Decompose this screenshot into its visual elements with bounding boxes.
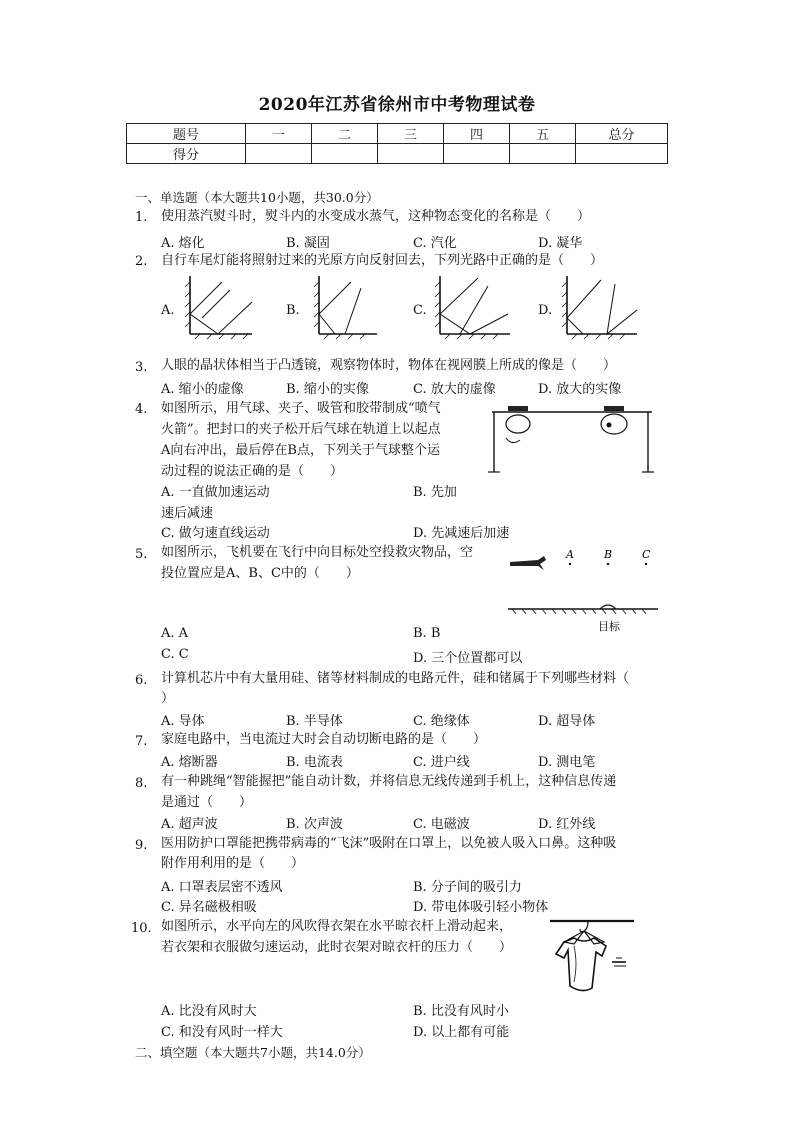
option-b[interactable]: B. 电流表 <box>286 755 343 770</box>
question-text: 是通过（ ） <box>161 795 253 810</box>
option-d[interactable]: D. 三个位置都可以 <box>413 651 523 666</box>
option-a[interactable]: A. 一直做加速运动 <box>161 485 270 500</box>
question-text: ） <box>161 691 175 706</box>
question-text: 如图所示，飞机要在飞行中向目标处空投救灾物品，空 <box>161 545 474 560</box>
option-d[interactable]: D. 红外线 <box>538 817 596 832</box>
question-text: 动过程的说法正确的是（ ） <box>161 464 344 479</box>
light-path-figure-c <box>430 274 515 340</box>
option-c[interactable]: C. 放大的虚像 <box>413 382 496 397</box>
clothes-hanger-figure <box>550 916 640 1006</box>
score-header-cell: 三 <box>378 124 444 144</box>
option-d[interactable]: D. 测电笔 <box>538 755 596 770</box>
score-header-cell: 总分 <box>576 124 668 144</box>
score-header-cell: 二 <box>312 124 378 144</box>
fig-label-c: C <box>642 548 651 561</box>
question-text: 家庭电路中，当电流过大时会自动切断电路的是（ ） <box>161 732 487 747</box>
option-d[interactable]: D. 凝华 <box>538 236 583 251</box>
option-c[interactable]: C. 进户线 <box>413 755 470 770</box>
option-c[interactable]: C. 和没有风时一样大 <box>161 1025 283 1040</box>
question-text: 有一种跳绳“智能握把”能自动计数，并将信息无线传递到手机上，这种信息传递 <box>161 774 617 789</box>
question-text: 人眼的晶状体相当于凸透镜，观察物体时，物体在视网膜上所成的像是（ ） <box>161 358 617 373</box>
option-d[interactable]: D. 先减速后加速 <box>413 526 510 541</box>
score-header-cell: 五 <box>510 124 576 144</box>
option-a[interactable]: A. 熔化 <box>161 236 205 251</box>
option-b[interactable]: B. 先加 <box>413 485 457 500</box>
option-a[interactable]: A. 比没有风时大 <box>161 1004 257 1019</box>
question-text: 附作用利用的是（ ） <box>161 856 305 871</box>
page-title: 2020年江苏省徐州市中考物理试卷 <box>258 95 536 115</box>
option-b[interactable]: B. 凝固 <box>286 236 330 251</box>
option-a[interactable]: A. 熔断器 <box>161 755 218 770</box>
fig-label-a: A <box>566 548 574 561</box>
option-c[interactable]: C. C <box>161 647 189 662</box>
light-path-figure-d <box>557 274 642 340</box>
section-heading-1: 一、单选题（本大题共10小题，共30.0分） <box>135 190 379 205</box>
option-a[interactable]: A. 缩小的虚像 <box>161 382 244 397</box>
question-text: 若衣架和衣服做匀速运动，此时衣架对晾衣杆的压力（ ） <box>161 940 513 955</box>
option-b[interactable]: B. <box>286 303 300 318</box>
question-text: 火箭”。把封口的夹子松开后气球在轨道上以起点 <box>161 422 441 437</box>
question-number: 8. <box>135 776 148 791</box>
question-text: 如图所示，水平向左的风吹得衣架在水平晾衣杆上滑动起来， <box>161 919 513 934</box>
light-path-figure-b <box>305 274 385 340</box>
option-d[interactable]: D. 超导体 <box>538 714 596 729</box>
section-heading-2: 二、填空题（本大题共7小题，共14.0分） <box>135 1045 371 1060</box>
score-cell <box>510 144 576 164</box>
balloon-rocket-figure <box>488 398 658 474</box>
question-number: 5. <box>135 547 148 562</box>
option-c[interactable]: C. 做匀速直线运动 <box>161 526 270 541</box>
score-cell <box>246 144 312 164</box>
option-d[interactable]: D. 带电体吸引轻小物体 <box>413 900 549 915</box>
score-header-cell: 一 <box>246 124 312 144</box>
question-number: 4. <box>135 402 148 417</box>
score-cell <box>378 144 444 164</box>
option-a[interactable]: A. <box>161 303 175 318</box>
airplane-drop-figure <box>508 544 658 636</box>
option-b-continued: 速后减速 <box>161 506 214 521</box>
option-d[interactable]: D. 放大的实像 <box>538 382 622 397</box>
option-a[interactable]: A. 导体 <box>161 714 205 729</box>
option-b[interactable]: B. 缩小的实像 <box>286 382 369 397</box>
question-number: 1. <box>135 210 148 225</box>
option-a[interactable]: A. A <box>161 626 189 641</box>
fig-label-target: 目标 <box>598 620 620 633</box>
option-b[interactable]: B. B <box>413 626 441 641</box>
score-table-score-row <box>127 144 668 164</box>
question-text: 使用蒸汽熨斗时，熨斗内的水变成水蒸气，这种物态变化的名称是（ ） <box>161 209 591 224</box>
option-c[interactable]: C. 汽化 <box>413 236 457 251</box>
option-b[interactable]: B. 分子间的吸引力 <box>413 880 522 895</box>
option-b[interactable]: B. 比没有风时小 <box>413 1004 509 1019</box>
score-cell <box>576 144 668 164</box>
option-d[interactable]: D. <box>538 303 553 318</box>
question-number: 6. <box>135 673 148 688</box>
question-number: 10. <box>131 921 152 936</box>
score-header-cell: 题号 <box>127 124 246 144</box>
question-text: 自行车尾灯能将照射过来的光原方向反射回去，下列光路中正确的是（ ） <box>161 253 604 268</box>
option-c[interactable]: C. 绝缘体 <box>413 714 470 729</box>
option-d[interactable]: D. 以上都有可能 <box>413 1025 510 1040</box>
option-b[interactable]: B. 次声波 <box>286 817 343 832</box>
score-header-cell: 四 <box>444 124 510 144</box>
score-table-header-row <box>127 124 668 144</box>
score-cell <box>444 144 510 164</box>
question-number: 7. <box>135 734 148 749</box>
question-text: 如图所示，用气球、夹子、吸管和胶带制成“喷气 <box>161 401 441 416</box>
question-number: 2. <box>135 254 148 269</box>
fig-label-b: B <box>604 548 613 561</box>
option-b[interactable]: B. 半导体 <box>286 714 343 729</box>
question-text: 投位置应是A、B、C中的（ ） <box>161 566 359 581</box>
option-c[interactable]: C. <box>413 303 427 318</box>
score-table <box>126 123 668 164</box>
light-path-figure-a <box>180 274 260 340</box>
score-row-label: 得分 <box>127 144 246 164</box>
option-a[interactable]: A. 超声波 <box>161 817 218 832</box>
question-number: 3. <box>135 360 148 375</box>
question-number: 9. <box>135 838 148 853</box>
question-text: 计算机芯片中有大量用硅、锗等材料制成的电路元件，硅和锗属于下列哪些材料（ <box>161 671 630 686</box>
option-c[interactable]: C. 异名磁极相吸 <box>161 900 257 915</box>
question-text: 医用防护口罩能把携带病毒的“飞沫”吸附在口罩上，以免被人吸入口鼻。这种吸 <box>161 836 617 851</box>
score-cell <box>312 144 378 164</box>
option-c[interactable]: C. 电磁波 <box>413 817 470 832</box>
question-text: A向右冲出，最后停在B点，下列关于气球整个运 <box>161 443 440 458</box>
option-a[interactable]: A. 口罩表层密不透风 <box>161 880 283 895</box>
